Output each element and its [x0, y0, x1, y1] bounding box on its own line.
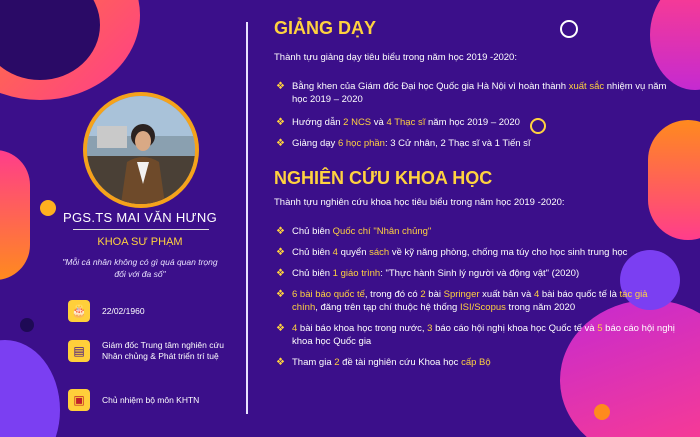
certificate-icon: ▣ [68, 389, 90, 411]
cake-icon: 🎂 [68, 300, 90, 322]
teaching-list [276, 72, 676, 150]
profile-name: PGS.TS MAI VĂN HƯNG [62, 210, 218, 225]
column-divider [246, 22, 248, 414]
diamond-bullet-icon: ❖ [276, 268, 285, 279]
highlight-text: 6 học phần [337, 138, 385, 149]
bullet-item [276, 267, 676, 280]
bullet-item [276, 225, 676, 238]
highlight-text: 3 [427, 323, 433, 334]
profile-quote: "Mỗi cá nhân không có gì quá quan trọng đối với đa số" [62, 257, 218, 279]
bullet-item [276, 288, 676, 314]
bullet-text: năm học 2019 – 2020 [425, 117, 520, 128]
highlight-text: 2 [334, 357, 340, 368]
info-role [68, 389, 232, 411]
bullet-item [276, 80, 676, 106]
info-text: 22/02/1960 [102, 305, 145, 316]
highlight-text: 2 NCS [343, 117, 372, 128]
bullet-text: trong năm 2020 [505, 302, 576, 313]
bullet-text: Chủ biên [292, 226, 333, 237]
highlight-text: sách [369, 247, 390, 258]
bullet-text: báo cáo hội nghị khoa học Quốc gia [292, 323, 675, 347]
bullet-text: : "Thực hành Sinh lý người và động vật" (2020) [380, 268, 580, 279]
bullet-text: nhiệm vụ năm học 2019 – 2020 [292, 81, 667, 105]
highlight-text: xuất sắc [568, 81, 605, 92]
highlight-text: 5 [597, 323, 603, 334]
bullet-text: quyển [337, 247, 370, 258]
info-text: Giám đốc Trung tâm nghiên cứu Nhân chủng & Phát triển trí tuệ [102, 340, 224, 361]
bullet-text: về kỹ năng phòng, chống ma túy cho học sinh trung học [389, 247, 628, 258]
bullet-item [276, 116, 676, 129]
portrait-photo [87, 96, 195, 204]
bullet-text: Giảng dạy [292, 138, 338, 149]
decor-blob-bottom-left [0, 340, 60, 437]
highlight-text: 4 [292, 323, 298, 334]
bullet-text: Chủ biên [292, 247, 333, 258]
portrait-frame [83, 92, 199, 208]
bullet-text: Hướng dẫn [292, 117, 344, 128]
highlight-text: 4 [332, 247, 338, 258]
info-birthdate [68, 300, 232, 322]
bullet-text: Bằng khen của Giám đốc Đại học Quốc gia Hà Nội vì hoàn thành [292, 81, 569, 92]
person-photo-icon [87, 96, 195, 204]
decor-ring-white [560, 20, 578, 38]
diamond-bullet-icon: ❖ [276, 138, 285, 149]
highlight-text: 4 Thạc sĩ [386, 117, 426, 128]
highlight-text: cấp Bộ [461, 357, 491, 368]
bullet-text: và [371, 117, 387, 128]
decor-blob-left-pink [0, 150, 30, 280]
bullet-text: xuất bản và [479, 289, 534, 300]
bullet-item [276, 322, 676, 348]
diamond-bullet-icon: ❖ [276, 323, 285, 334]
info-position [68, 340, 232, 362]
highlight-text: Springer [443, 289, 480, 300]
highlight-text: 4 [533, 289, 540, 300]
book-icon: ▤ [68, 340, 90, 362]
info-text: Chủ nhiệm bộ môn KHTN [102, 394, 200, 405]
decor-dot-orange [594, 404, 610, 420]
bullet-item [276, 137, 676, 150]
research-intro: Thành tựu nghiên cứu khoa học tiêu biểu trong năm học 2019 -2020: [274, 197, 565, 208]
teaching-title: GIẢNG DẠY [274, 18, 377, 38]
highlight-text: tác giả chính [292, 289, 648, 313]
diamond-bullet-icon: ❖ [276, 289, 285, 300]
diamond-bullet-icon: ❖ [276, 226, 285, 237]
bullet-text: bài báo quốc tế là [539, 289, 620, 300]
bullet-text: , trong đó có [364, 289, 421, 300]
diamond-bullet-icon: ❖ [276, 117, 285, 128]
bullet-text: báo cáo hội nghị khoa học Quốc tế và [432, 323, 598, 334]
bullet-text: đề tài nghiên cứu Khoa học [339, 357, 462, 368]
bullet-item [276, 356, 676, 369]
diamond-bullet-icon: ❖ [276, 247, 285, 258]
name-divider [73, 229, 209, 230]
decor-dot-left [20, 318, 34, 332]
bullet-text: bài [425, 289, 444, 300]
bullet-item [276, 246, 676, 259]
research-title: NGHIÊN CỨU KHOA HỌC [274, 168, 493, 188]
highlight-text: 1 giáo trình [332, 268, 381, 279]
highlight-text: Quốc chí "Nhân chủng" [332, 226, 432, 237]
bullet-text: : 3 Cử nhân, 2 Thạc sĩ và 1 Tiến sĩ [384, 138, 531, 149]
highlight-text: 2 [420, 289, 426, 300]
highlight-text: ISI/Scopus [459, 302, 506, 313]
bullet-text: Tham gia [292, 357, 335, 368]
highlight-text: 6 bài báo quốc tế [292, 289, 365, 300]
bullet-text: Chủ biên [292, 268, 333, 279]
profile-department: KHOA SƯ PHẠM [97, 236, 183, 248]
diamond-bullet-icon: ❖ [276, 81, 285, 92]
research-list [276, 217, 676, 369]
bullet-text: bài báo khoa học trong nước, [297, 323, 428, 334]
diamond-bullet-icon: ❖ [276, 357, 285, 368]
teaching-intro: Thành tựu giảng dạy tiêu biểu trong năm học 2019 -2020: [274, 52, 517, 63]
bullet-text: , đăng trên tạp chí thuộc hệ thống [315, 302, 460, 313]
